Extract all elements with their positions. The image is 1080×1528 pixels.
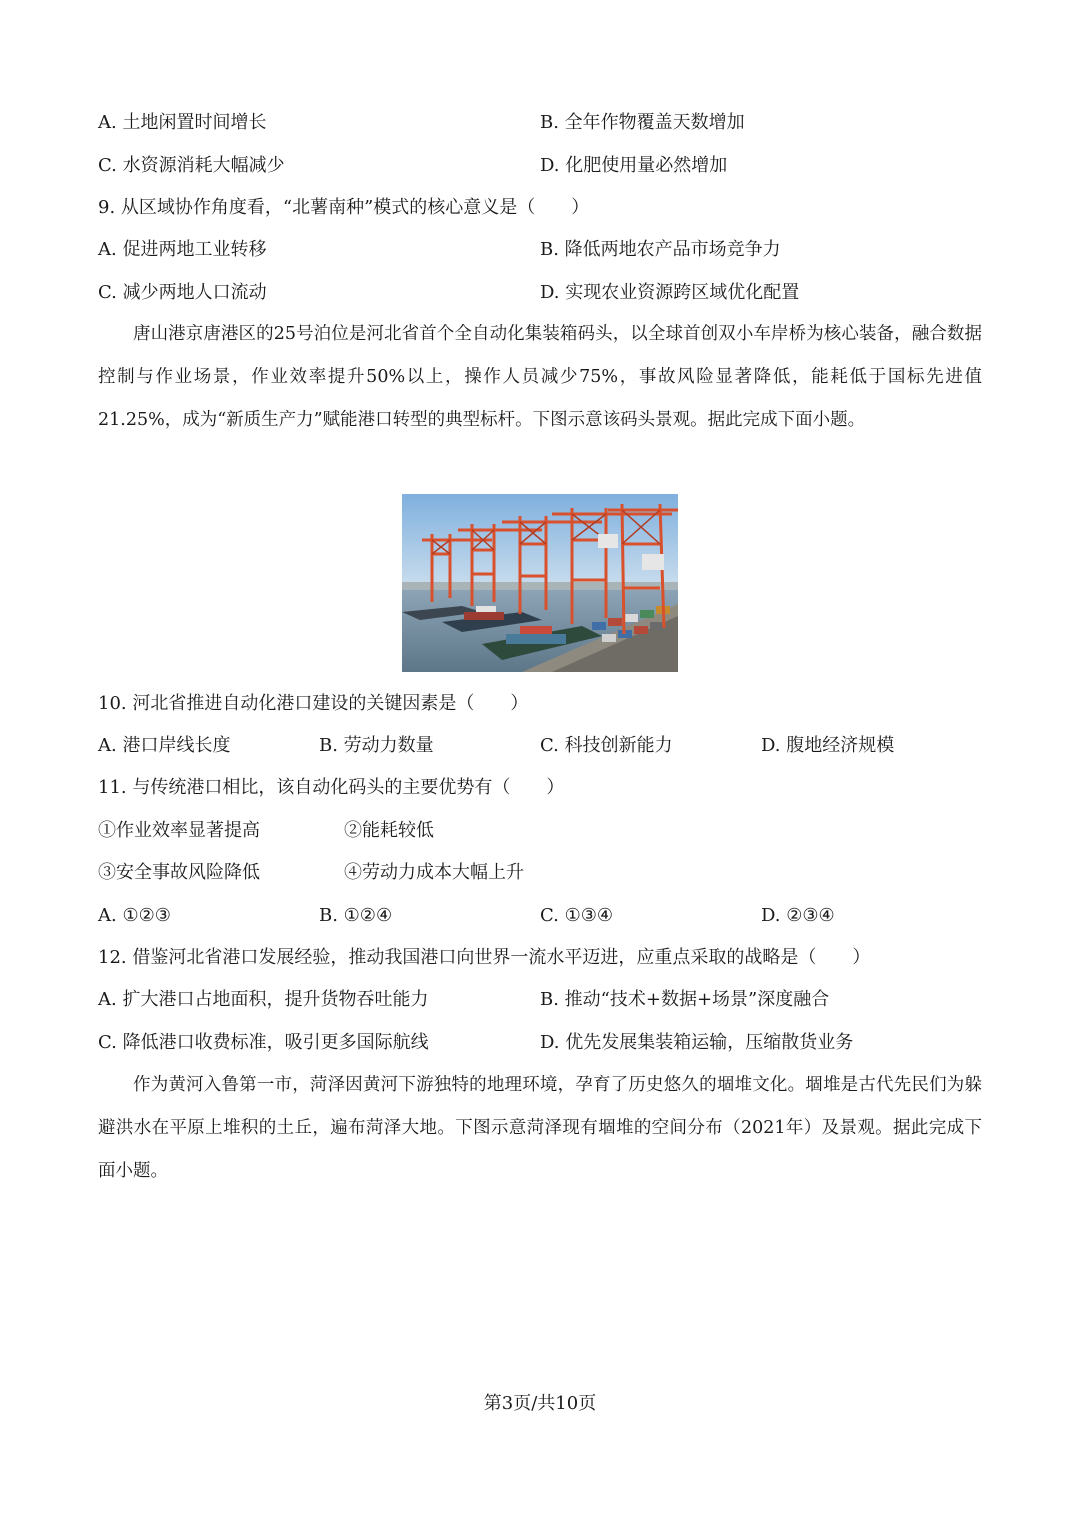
- q11-option-a: A. ①②③: [98, 905, 171, 926]
- port-photo: [402, 494, 678, 672]
- q10-option-c: C. 科技创新能力: [540, 735, 673, 756]
- q12-option-b: B. 推动“技术+数据+场景”深度融合: [540, 989, 830, 1010]
- q12-option-d: D. 优先发展集装箱运输，压缩散货业务: [540, 1032, 854, 1053]
- q9-option-c: C. 减少两地人口流动: [98, 282, 267, 303]
- heze-passage: 作为黄河入鲁第一市，菏泽因黄河下游独特的地理环境，孕育了历史悠久的堌堆文化。堌堆是古代先民们为躲避洪水在平原上堆积的土丘，遍布菏泽大地。下图示意菏泽现有堌堆的空间分布（2021年）及景观。据此完成下面小题。: [98, 1075, 982, 1181]
- q11-option-d: D. ②③④: [761, 905, 835, 926]
- container-terminal-image: [402, 494, 678, 672]
- port-passage: 唐山港京唐港区的25号泊位是河北省首个全自动化集装箱码头，以全球首创双小车岸桥为核心装备，融合数据控制与作业场景，作业效率提升50%以上，操作人员减少75%，事故风险显著降低，能耗低于国标先进值21.25%，成为“新质生产力”赋能港口转型的典型标杆。下图示意该码头景观。据此完成下面小题。: [98, 324, 982, 430]
- q10-stem: 10. 河北省推进自动化港口建设的关键因素是（ ）: [98, 693, 529, 714]
- q12-option-a: A. 扩大港口占地面积，提升货物吞吐能力: [98, 989, 429, 1010]
- q11-item-4: ④劳动力成本大幅上升: [344, 862, 524, 883]
- q12-option-c: C. 降低港口收费标准，吸引更多国际航线: [98, 1032, 429, 1053]
- q8-option-d: D. 化肥使用量必然增加: [540, 155, 728, 176]
- q9-stem: 9. 从区域协作角度看，“北薯南种”模式的核心意义是（ ）: [98, 197, 590, 218]
- q9-option-b: B. 降低两地农产品市场竞争力: [540, 239, 781, 260]
- q11-option-c: C. ①③④: [540, 905, 613, 926]
- q8-option-c: C. 水资源消耗大幅减少: [98, 155, 285, 176]
- q11-item-3: ③安全事故风险降低: [98, 862, 260, 883]
- q10-option-b: B. 劳动力数量: [319, 735, 434, 756]
- q8-option-a: A. 土地闲置时间增长: [98, 112, 267, 133]
- page-number: 第3页/共10页: [483, 1393, 597, 1414]
- q12-stem: 12. 借鉴河北省港口发展经验，推动我国港口向世界一流水平迈进，应重点采取的战略是（ ）: [98, 947, 871, 968]
- q9-option-a: A. 促进两地工业转移: [98, 239, 267, 260]
- q10-option-d: D. 腹地经济规模: [761, 735, 895, 756]
- q11-stem: 11. 与传统港口相比，该自动化码头的主要优势有（ ）: [98, 777, 565, 798]
- q10-option-a: A. 港口岸线长度: [98, 735, 231, 756]
- q11-item-2: ②能耗较低: [344, 820, 434, 841]
- q8-option-b: B. 全年作物覆盖天数增加: [540, 112, 745, 133]
- q11-item-1: ①作业效率显著提高: [98, 820, 260, 841]
- q9-option-d: D. 实现农业资源跨区域优化配置: [540, 282, 800, 303]
- q11-option-b: B. ①②④: [319, 905, 393, 926]
